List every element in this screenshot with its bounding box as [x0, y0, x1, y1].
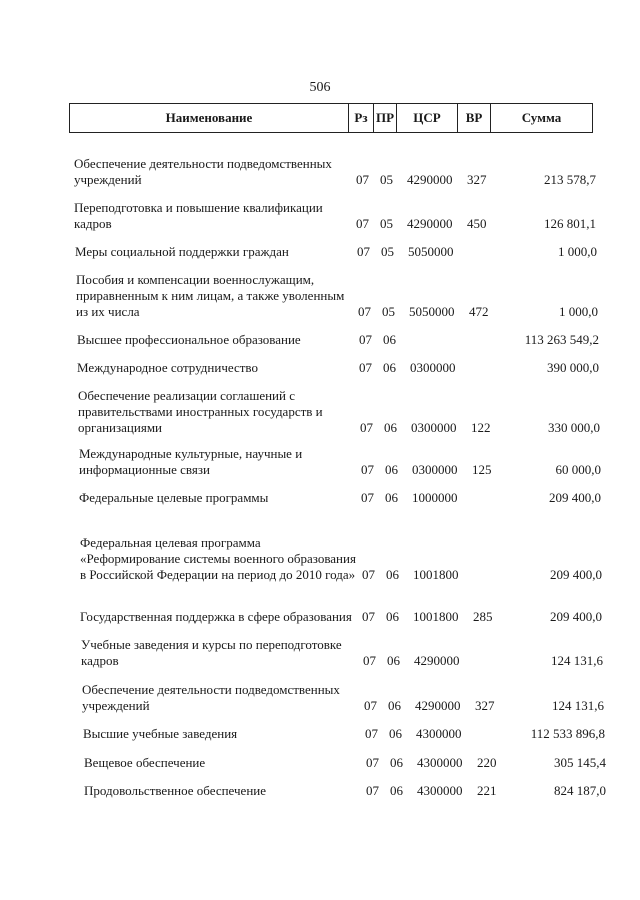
row-name: Федеральные целевые программы: [79, 490, 269, 505]
row-sum: 112 533 896,8: [530, 726, 605, 741]
row-pr: 05: [381, 244, 394, 259]
row-csr: 5050000: [408, 244, 454, 259]
row-sum: 60 000,0: [555, 462, 601, 477]
row-rz: 07: [357, 244, 370, 259]
row-csr: 0300000: [411, 420, 457, 435]
row-rz: 07: [366, 755, 379, 770]
row-rz: 07: [356, 216, 369, 231]
row-name: Обеспечение деятельности подведомственных учреждений: [82, 682, 340, 713]
row-rz: 07: [358, 304, 371, 319]
row-name: Продовольственное обеспечение: [84, 783, 266, 798]
row-pr: 06: [390, 783, 403, 798]
row-sum: 390 000,0: [547, 360, 599, 375]
row-rz: 07: [362, 567, 375, 582]
row-pr: 06: [383, 360, 396, 375]
row-pr: 06: [383, 332, 396, 347]
row-sum: 330 000,0: [548, 420, 600, 435]
row-rz: 07: [363, 653, 376, 668]
row-name: Высшие учебные заведения: [83, 726, 238, 741]
row-rz: 07: [366, 783, 379, 798]
row-vr: 472: [469, 304, 489, 319]
row-csr: 1000000: [412, 490, 458, 505]
row-name: Высшее профессиональное образование: [77, 332, 301, 347]
row-vr: 285: [473, 609, 493, 624]
row-csr: 4290000: [414, 653, 460, 668]
row-rz: 07: [359, 332, 372, 347]
row-csr: 4290000: [407, 216, 453, 231]
row-pr: 06: [390, 755, 403, 770]
row-sum: 209 400,0: [549, 490, 601, 505]
row-sum: 209 400,0: [550, 567, 602, 582]
header-pr: ПР: [373, 104, 396, 132]
table-header: [69, 103, 593, 133]
row-csr: 1001800: [413, 609, 459, 624]
row-sum: 124 131,6: [552, 698, 604, 713]
row-pr: 06: [385, 462, 398, 477]
row-csr: 0300000: [412, 462, 458, 477]
table-row: [0, 210, 640, 260]
row-csr: 4300000: [417, 755, 463, 770]
row-sum: 124 131,6: [551, 653, 603, 668]
row-name: Меры социальной поддержки граждан: [75, 244, 289, 259]
row-name: Обеспечение реализации соглашений с правительствами иностранных государств и организациями: [78, 388, 323, 435]
row-sum: 113 263 549,2: [524, 332, 599, 347]
row-name: Государственная поддержка в сфере образования: [80, 609, 352, 624]
row-vr: 450: [467, 216, 487, 231]
row-csr: 4290000: [415, 698, 461, 713]
table-row: [0, 326, 640, 376]
row-sum: 209 400,0: [550, 609, 602, 624]
header-name: Наименование: [165, 110, 253, 125]
row-name: Вещевое обеспечение: [84, 755, 206, 770]
row-csr: 5050000: [409, 304, 455, 319]
row-pr: 05: [382, 304, 395, 319]
row-sum: 1 000,0: [558, 244, 597, 259]
row-pr: 05: [380, 172, 393, 187]
row-rz: 07: [359, 360, 372, 375]
row-pr: 06: [386, 567, 399, 582]
row-csr: 1001800: [413, 567, 459, 582]
row-pr: 06: [386, 609, 399, 624]
row-vr: 122: [471, 420, 491, 435]
row-name: Пособия и компенсации военнослужащим, приравненным к ним лицам, а также уволенным из их числа: [76, 272, 345, 319]
row-sum: 824 187,0: [554, 783, 606, 798]
row-pr: 06: [388, 698, 401, 713]
row-rz: 07: [360, 420, 373, 435]
row-name: Переподготовка и повышение квалификации кадров: [74, 200, 323, 231]
row-csr: 4290000: [407, 172, 453, 187]
row-name: Международное сотрудничество: [77, 360, 258, 375]
row-name: Обеспечение деятельности подведомственных учреждений: [74, 156, 332, 187]
row-sum: 305 145,4: [554, 755, 606, 770]
row-pr: 06: [389, 726, 402, 741]
row-pr: 05: [380, 216, 393, 231]
row-vr: 327: [467, 172, 487, 187]
row-name: Международные культурные, научные и информационные связи: [79, 446, 303, 477]
header-vr: ВР: [457, 104, 490, 132]
row-rz: 07: [361, 490, 374, 505]
row-vr: 220: [477, 755, 497, 770]
page-number: 506: [309, 80, 331, 95]
row-pr: 06: [385, 490, 398, 505]
row-rz: 07: [362, 609, 375, 624]
row-rz: 07: [364, 698, 377, 713]
table-row: [0, 456, 640, 506]
row-csr: 0300000: [410, 360, 456, 375]
row-rz: 07: [356, 172, 369, 187]
table-row: [0, 749, 640, 799]
header-csr: ЦСР: [396, 104, 457, 132]
row-vr: 221: [477, 783, 497, 798]
header-rz: Рз: [348, 104, 373, 132]
table-row: [0, 575, 640, 625]
header-sum: Сумма: [490, 104, 592, 132]
row-pr: 06: [387, 653, 400, 668]
table-row: [0, 138, 640, 188]
row-csr: 4300000: [416, 726, 462, 741]
row-csr: 4300000: [417, 783, 463, 798]
row-sum: 126 801,1: [544, 216, 596, 231]
row-sum: 1 000,0: [559, 304, 598, 319]
row-name: Федеральная целевая программа «Реформирование системы военного образования в Российской Федерации на период до 2010 года»: [80, 535, 356, 582]
row-rz: 07: [361, 462, 374, 477]
row-vr: 327: [475, 698, 495, 713]
table-row: [0, 619, 640, 669]
row-rz: 07: [365, 726, 378, 741]
row-vr: 125: [472, 462, 492, 477]
row-name: Учебные заведения и курсы по переподготовке кадров: [81, 637, 342, 668]
row-sum: 213 578,7: [544, 172, 596, 187]
row-pr: 06: [384, 420, 397, 435]
